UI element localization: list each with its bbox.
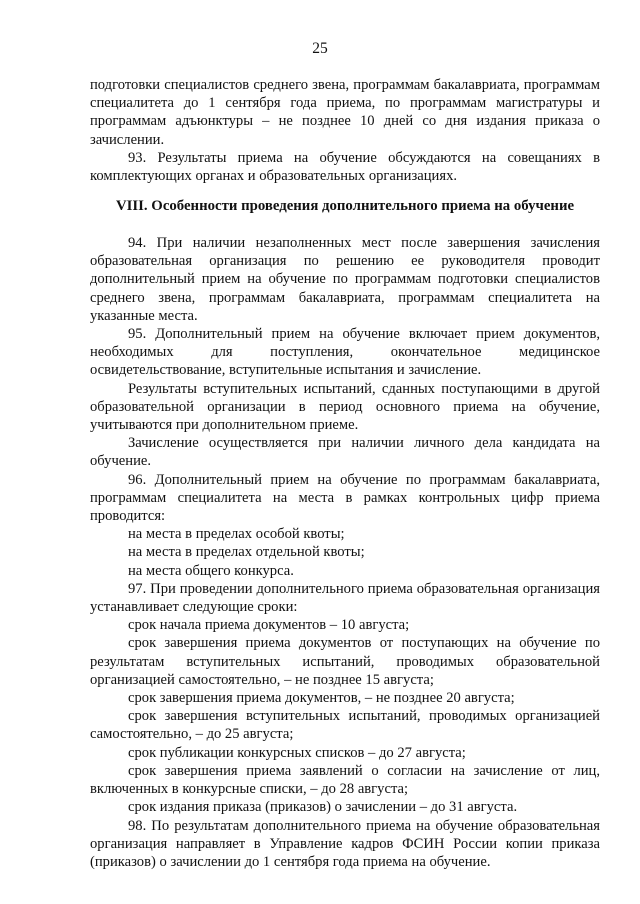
paragraph: 96. Дополнительный прием на обучение по программам бакалавриата, программам специалитета на места в рамках контрольных цифр приема проводится: (90, 471, 600, 525)
list-item: на места в пределах особой квоты; (128, 526, 345, 543)
list-item: срок издания приказа (приказов) о зачислении – до 31 августа. (128, 799, 518, 816)
paragraph: Результаты вступительных испытаний, сданных поступающими в другой образовательной организации в период основного приема на обучение, учитываются при дополнительном приеме. (90, 380, 600, 434)
page-number: 25 (312, 40, 328, 57)
list-item: срок завершения приема заявлений о согласии на зачисление от лиц, включенных в конкурсные списки, – до 28 августа; (90, 762, 600, 798)
paragraph: 97. При проведении дополнительного приема образовательная организация устанавливает следующие сроки: (90, 580, 600, 616)
paragraph: 94. При наличии незаполненных мест после завершения зачисления образовательная организация по решению ее руководителя проводит дополнительный прием на обучение по программам подготовки специалистов среднего звена, программам бакалавриата, программам специалитета на указанные места. (90, 235, 600, 324)
paragraph: Зачисление осуществляется при наличии личного дела кандидата на обучение. (90, 435, 600, 470)
paragraph: 95. Дополнительный прием на обучение включает прием документов, необходимых для поступления, окончательное медицинское освидетельствование, вступительные испытания и зачисление. (90, 326, 600, 379)
list-item: срок завершения приема документов от поступающих на обучение по результатам вступительных испытаний, проводимых образовательной организацией самостоятельно, – не позднее 15 августа; (90, 635, 600, 688)
intro-block (90, 76, 600, 185)
list-item: срок завершения вступительных испытаний, проводимых организацией самостоятельно, – до 25 августа; (90, 708, 600, 743)
list-item: срок публикации конкурсных списков – до 27 августа; (128, 744, 466, 761)
list-item: срок начала приема документов – 10 августа; (128, 617, 410, 634)
list-item: срок завершения приема документов, – не позднее 20 августа; (128, 690, 515, 707)
paragraph: подготовки специалистов среднего звена, программам бакалавриата, программам специалитета до 1 сентября года приема, по программам магистратуры и программам адъюнктуры – не позднее 10 дней со дня издания приказа о зачислении. (90, 77, 600, 148)
section-body (90, 234, 600, 871)
section-heading: VIII. Особенности проведения дополнительного приема на обучение (115, 198, 575, 214)
list-item: на места общего конкурса. (128, 562, 294, 579)
list-item: на места в пределах отдельной квоты; (128, 544, 365, 561)
paragraph: 93. Результаты приема на обучение обсуждаются на совещаниях в комплектующих органах и образовательных организациях. (90, 149, 600, 185)
paragraph: 98. По результатам дополнительного приема на обучение образовательная организация направляет в Управление кадров ФСИН России копии приказа (приказов) о зачислении до 1 сентября года приема на обучение. (90, 817, 600, 870)
